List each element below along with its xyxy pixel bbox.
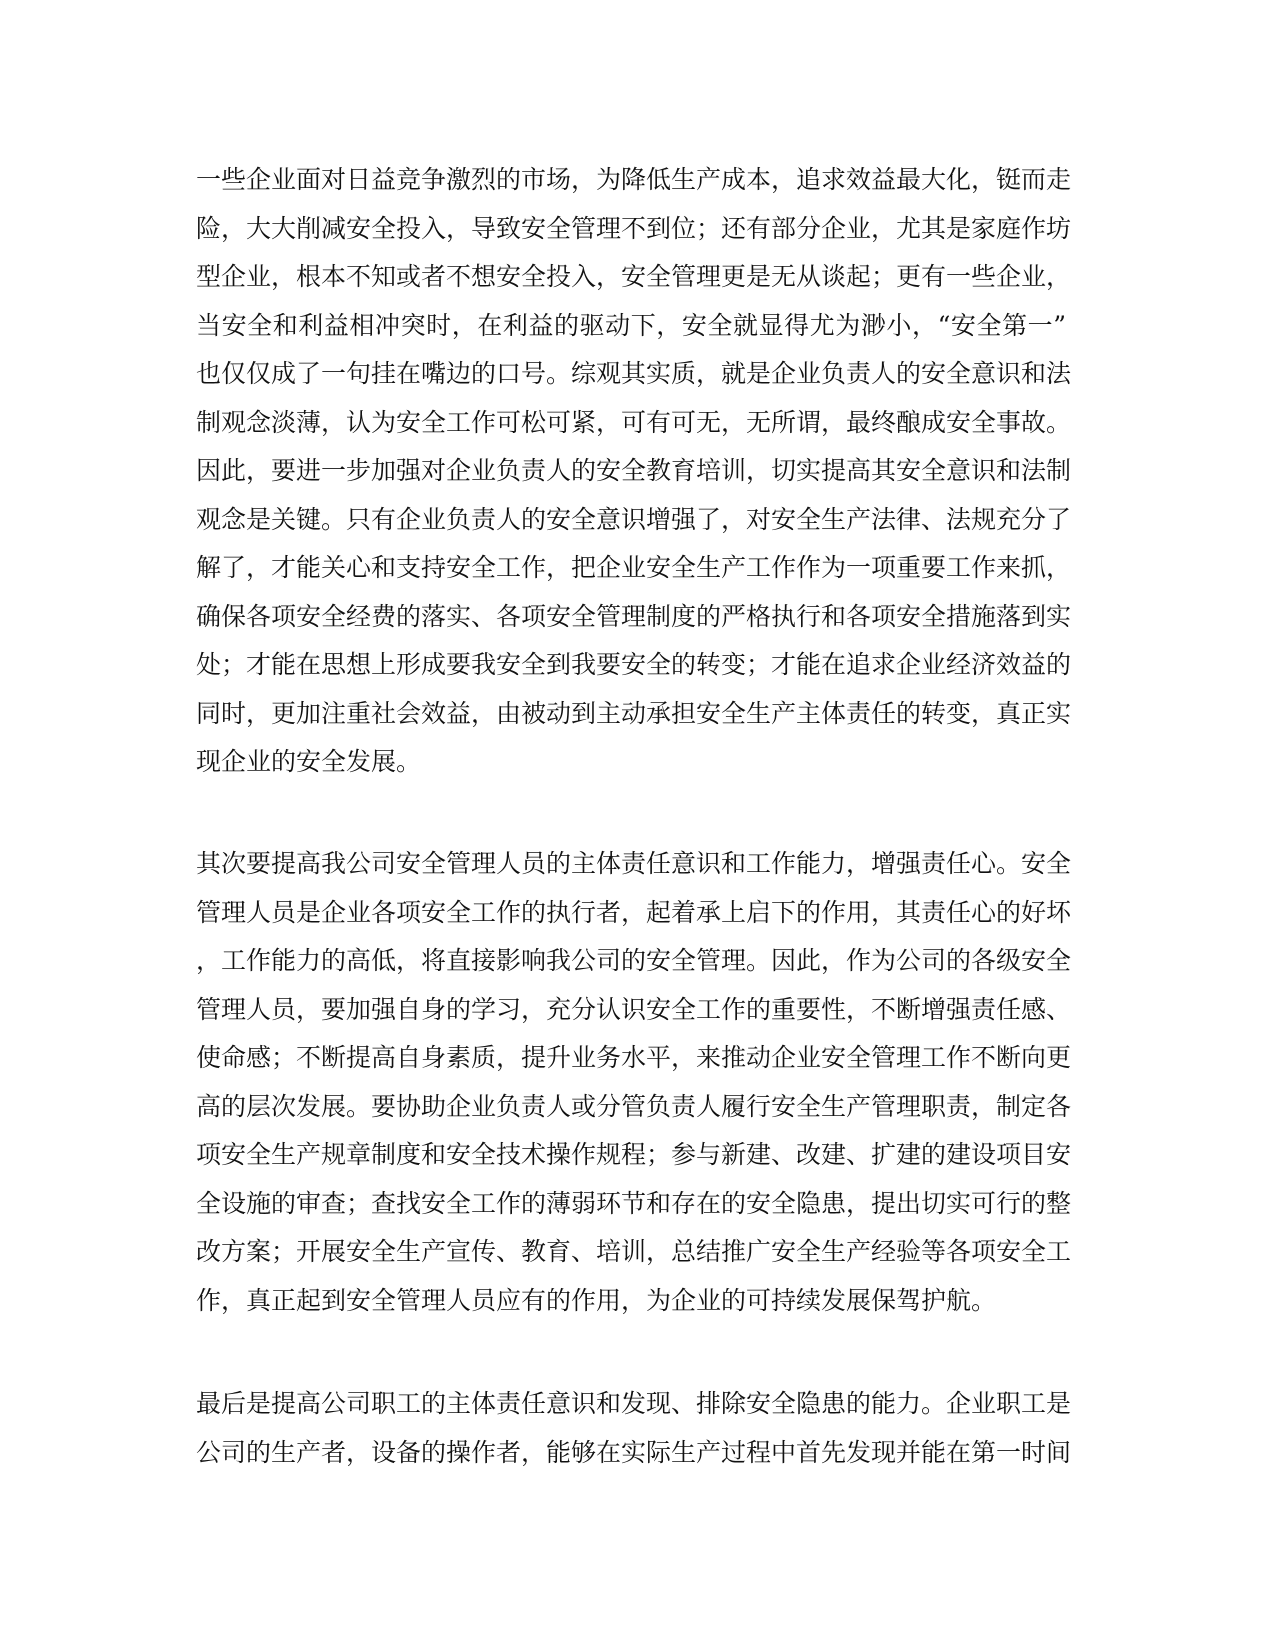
paragraph-line: 同时，更加注重社会效益，由被动到主动承担安全生产主体责任的转变，真正实	[196, 698, 1072, 728]
paragraph-line: 观念是关键。只有企业负责人的安全意识增强了，对安全生产法律、法规充分了	[196, 504, 1072, 534]
paragraph-line: 制观念淡薄，认为安全工作可松可紧，可有可无，无所谓，最终酿成安全事故。	[196, 407, 1072, 437]
paragraph-line: 高的层次发展。要协助企业负责人或分管负责人履行安全生产管理职责，制定各	[196, 1091, 1072, 1121]
paragraph-line: 使命感；不断提高自身素质，提升业务水平，来推动企业安全管理工作不断向更	[196, 1043, 1072, 1072]
paragraph-line: 其次要提高我公司安全管理人员的主体责任意识和工作能力，增强责任心。安全	[196, 849, 1072, 878]
paragraph-line: 型企业，根本不知或者不想安全投入，安全管理更是无从谈起；更有一些企业，	[196, 262, 1072, 291]
paragraph-line: 当安全和利益相冲突时，在利益的驱动下，安全就显得尤为渺小，“安全第一”	[196, 310, 1066, 340]
paragraph-line: 因此，要进一步加强对企业负责人的安全教育培训，切实提高其安全意识和法制	[196, 456, 1072, 485]
paragraph-line: 公司的生产者，设备的操作者，能够在实际生产过程中首先发现并能在第一时间	[196, 1437, 1072, 1467]
paragraph-line: 改方案；开展安全生产宣传、教育、培训，总结推广安全生产经验等各项安全工	[196, 1237, 1072, 1266]
paragraph-line: 最后是提高公司职工的主体责任意识和发现、排除安全隐患的能力。企业职工是	[196, 1389, 1072, 1418]
paragraph-2	[196, 840, 1072, 1325]
paragraph-3	[196, 1380, 1072, 1477]
paragraph-line: 解了，才能关心和支持安全工作，把企业安全生产工作作为一项重要工作来抓，	[196, 553, 1072, 582]
paragraph-line: 管理人员，要加强自身的学习，充分认识安全工作的重要性，不断增强责任感、	[196, 994, 1072, 1024]
paragraph-line: 现企业的安全发展。	[196, 747, 422, 776]
paragraph-line: 全设施的审查；查找安全工作的薄弱环节和存在的安全隐患，提出切实可行的整	[196, 1188, 1072, 1218]
paragraph-line: 确保各项安全经费的落实、各项安全管理制度的严格执行和各项安全措施落到实	[196, 601, 1072, 631]
paragraph-line: 一些企业面对日益竞争激烈的市场，为降低生产成本，追求效益最大化，铤而走	[196, 165, 1072, 194]
paragraph-line: 作，真正起到安全管理人员应有的作用，为企业的可持续发展保驾护航。	[196, 1285, 997, 1315]
paragraph-line: 管理人员是企业各项安全工作的执行者，起着承上启下的作用，其责任心的好坏	[196, 897, 1072, 927]
paragraph-line: 项安全生产规章制度和安全技术操作规程；参与新建、改建、扩建的建设项目安	[196, 1140, 1072, 1169]
paragraph-line: 险，大大削减安全投入，导致安全管理不到位；还有部分企业，尤其是家庭作坊	[196, 213, 1072, 243]
paragraph-line: 处；才能在思想上形成要我安全到我要安全的转变；才能在追求企业经济效益的	[196, 650, 1072, 679]
paragraph-1	[196, 156, 1072, 787]
paragraph-line: ，工作能力的高低，将直接影响我公司的安全管理。因此，作为公司的各级安全	[196, 946, 1072, 975]
paragraph-line: 也仅仅成了一句挂在嘴边的口号。综观其实质，就是企业负责人的安全意识和法	[196, 359, 1072, 388]
